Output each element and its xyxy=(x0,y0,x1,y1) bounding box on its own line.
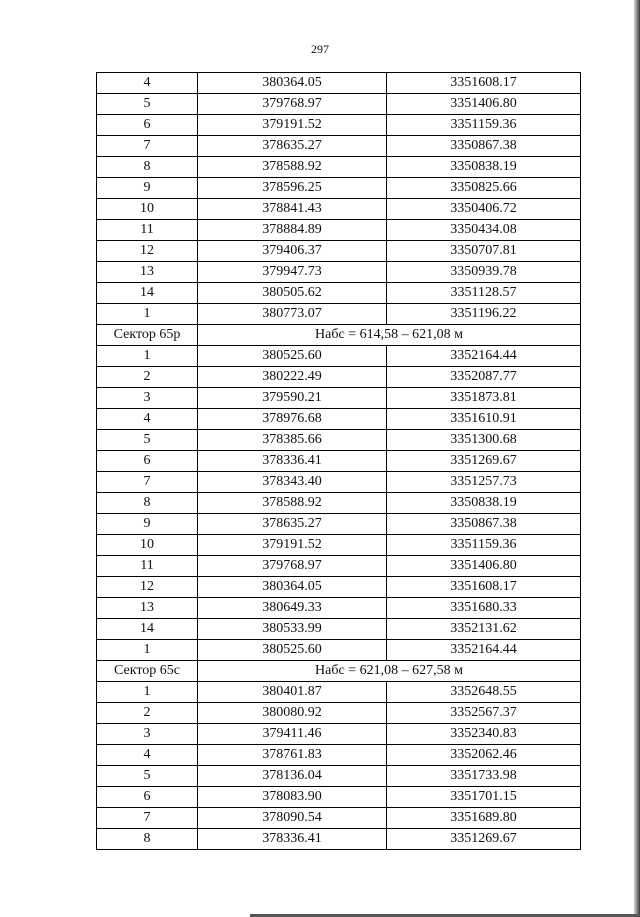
table-row xyxy=(97,262,581,283)
x-coordinate-cell: 378336.41 xyxy=(198,451,387,472)
point-number-cell: 1 xyxy=(97,640,198,661)
x-coordinate-cell: 378083.90 xyxy=(198,787,387,808)
x-coordinate-cell: 379947.73 xyxy=(198,262,387,283)
y-coordinate-cell: 3351159.36 xyxy=(387,535,581,556)
table-row xyxy=(97,619,581,640)
x-coordinate-cell: 380364.05 xyxy=(198,73,387,94)
sector-name: Сектор 65с xyxy=(97,661,198,682)
table-row xyxy=(97,472,581,493)
y-coordinate-cell: 3352340.83 xyxy=(387,724,581,745)
sector-height-range: Набс = 621,08 – 627,58 м xyxy=(198,661,581,682)
point-number-cell: 6 xyxy=(97,451,198,472)
table-row xyxy=(97,808,581,829)
y-coordinate-cell: 3350707.81 xyxy=(387,241,581,262)
y-coordinate-cell: 3350825.66 xyxy=(387,178,581,199)
point-number-cell: 5 xyxy=(97,94,198,115)
point-number-cell: 13 xyxy=(97,262,198,283)
y-coordinate-cell: 3351196.22 xyxy=(387,304,581,325)
table-row xyxy=(97,451,581,472)
x-coordinate-cell: 380401.87 xyxy=(198,682,387,703)
y-coordinate-cell: 3351608.17 xyxy=(387,73,581,94)
x-coordinate-cell: 379768.97 xyxy=(198,556,387,577)
coordinates-table xyxy=(96,72,581,850)
table-row xyxy=(97,283,581,304)
table-row xyxy=(97,241,581,262)
table-row xyxy=(97,745,581,766)
point-number-cell: 2 xyxy=(97,367,198,388)
y-coordinate-cell: 3351689.80 xyxy=(387,808,581,829)
point-number-cell: 10 xyxy=(97,199,198,220)
x-coordinate-cell: 379768.97 xyxy=(198,94,387,115)
table-row xyxy=(97,787,581,808)
scan-edge-right xyxy=(634,0,640,917)
x-coordinate-cell: 378588.92 xyxy=(198,157,387,178)
x-coordinate-cell: 380649.33 xyxy=(198,598,387,619)
y-coordinate-cell: 3350867.38 xyxy=(387,514,581,535)
y-coordinate-cell: 3351300.68 xyxy=(387,430,581,451)
y-coordinate-cell: 3351159.36 xyxy=(387,115,581,136)
x-coordinate-cell: 380773.07 xyxy=(198,304,387,325)
table-row xyxy=(97,94,581,115)
table-row xyxy=(97,346,581,367)
x-coordinate-cell: 379590.21 xyxy=(198,388,387,409)
table-row xyxy=(97,136,581,157)
y-coordinate-cell: 3352164.44 xyxy=(387,640,581,661)
table-row xyxy=(97,724,581,745)
y-coordinate-cell: 3352062.46 xyxy=(387,745,581,766)
table-row xyxy=(97,178,581,199)
y-coordinate-cell: 3351608.17 xyxy=(387,577,581,598)
x-coordinate-cell: 378884.89 xyxy=(198,220,387,241)
y-coordinate-cell: 3350406.72 xyxy=(387,199,581,220)
y-coordinate-cell: 3352087.77 xyxy=(387,367,581,388)
table-row xyxy=(97,367,581,388)
y-coordinate-cell: 3351269.67 xyxy=(387,451,581,472)
point-number-cell: 7 xyxy=(97,136,198,157)
point-number-cell: 11 xyxy=(97,556,198,577)
x-coordinate-cell: 378343.40 xyxy=(198,472,387,493)
point-number-cell: 4 xyxy=(97,745,198,766)
x-coordinate-cell: 378761.83 xyxy=(198,745,387,766)
table-row xyxy=(97,556,581,577)
x-coordinate-cell: 380222.49 xyxy=(198,367,387,388)
point-number-cell: 4 xyxy=(97,409,198,430)
table-row xyxy=(97,598,581,619)
x-coordinate-cell: 378635.27 xyxy=(198,136,387,157)
table-row xyxy=(97,535,581,556)
y-coordinate-cell: 3350434.08 xyxy=(387,220,581,241)
x-coordinate-cell: 378596.25 xyxy=(198,178,387,199)
x-coordinate-cell: 378841.43 xyxy=(198,199,387,220)
table-row xyxy=(97,73,581,94)
table-row xyxy=(97,304,581,325)
point-number-cell: 1 xyxy=(97,682,198,703)
table-row xyxy=(97,577,581,598)
coordinates-table-body xyxy=(97,73,581,850)
point-number-cell: 4 xyxy=(97,73,198,94)
y-coordinate-cell: 3351128.57 xyxy=(387,283,581,304)
y-coordinate-cell: 3350838.19 xyxy=(387,157,581,178)
y-coordinate-cell: 3351269.67 xyxy=(387,829,581,850)
x-coordinate-cell: 378635.27 xyxy=(198,514,387,535)
page-number: 297 xyxy=(311,42,329,56)
point-number-cell: 8 xyxy=(97,493,198,514)
point-number-cell: 10 xyxy=(97,535,198,556)
x-coordinate-cell: 379191.52 xyxy=(198,115,387,136)
x-coordinate-cell: 380525.60 xyxy=(198,346,387,367)
sector-header-row xyxy=(97,661,581,682)
y-coordinate-cell: 3350867.38 xyxy=(387,136,581,157)
y-coordinate-cell: 3351406.80 xyxy=(387,94,581,115)
point-number-cell: 3 xyxy=(97,724,198,745)
point-number-cell: 11 xyxy=(97,220,198,241)
x-coordinate-cell: 378090.54 xyxy=(198,808,387,829)
table-row xyxy=(97,766,581,787)
point-number-cell: 6 xyxy=(97,115,198,136)
x-coordinate-cell: 378976.68 xyxy=(198,409,387,430)
x-coordinate-cell: 378336.41 xyxy=(198,829,387,850)
table-row xyxy=(97,409,581,430)
y-coordinate-cell: 3351733.98 xyxy=(387,766,581,787)
x-coordinate-cell: 379411.46 xyxy=(198,724,387,745)
table-row xyxy=(97,703,581,724)
point-number-cell: 5 xyxy=(97,766,198,787)
table-row xyxy=(97,640,581,661)
point-number-cell: 8 xyxy=(97,829,198,850)
point-number-cell: 14 xyxy=(97,619,198,640)
y-coordinate-cell: 3351257.73 xyxy=(387,472,581,493)
table-row xyxy=(97,829,581,850)
y-coordinate-cell: 3352131.62 xyxy=(387,619,581,640)
point-number-cell: 3 xyxy=(97,388,198,409)
y-coordinate-cell: 3350838.19 xyxy=(387,493,581,514)
table-row xyxy=(97,430,581,451)
sector-header-row xyxy=(97,325,581,346)
table-row xyxy=(97,199,581,220)
y-coordinate-cell: 3352164.44 xyxy=(387,346,581,367)
point-number-cell: 1 xyxy=(97,304,198,325)
x-coordinate-cell: 380525.60 xyxy=(198,640,387,661)
point-number-cell: 9 xyxy=(97,514,198,535)
y-coordinate-cell: 3351610.91 xyxy=(387,409,581,430)
y-coordinate-cell: 3352648.55 xyxy=(387,682,581,703)
y-coordinate-cell: 3350939.78 xyxy=(387,262,581,283)
point-number-cell: 12 xyxy=(97,241,198,262)
x-coordinate-cell: 378385.66 xyxy=(198,430,387,451)
table-row xyxy=(97,220,581,241)
table-row xyxy=(97,157,581,178)
point-number-cell: 13 xyxy=(97,598,198,619)
y-coordinate-cell: 3351406.80 xyxy=(387,556,581,577)
table-row xyxy=(97,115,581,136)
point-number-cell: 5 xyxy=(97,430,198,451)
x-coordinate-cell: 379191.52 xyxy=(198,535,387,556)
point-number-cell: 12 xyxy=(97,577,198,598)
y-coordinate-cell: 3351680.33 xyxy=(387,598,581,619)
x-coordinate-cell: 380364.05 xyxy=(198,577,387,598)
table-row xyxy=(97,493,581,514)
point-number-cell: 14 xyxy=(97,283,198,304)
x-coordinate-cell: 380533.99 xyxy=(198,619,387,640)
y-coordinate-cell: 3351701.15 xyxy=(387,787,581,808)
x-coordinate-cell: 378136.04 xyxy=(198,766,387,787)
table-row xyxy=(97,514,581,535)
y-coordinate-cell: 3351873.81 xyxy=(387,388,581,409)
x-coordinate-cell: 379406.37 xyxy=(198,241,387,262)
point-number-cell: 7 xyxy=(97,472,198,493)
table-row xyxy=(97,388,581,409)
point-number-cell: 9 xyxy=(97,178,198,199)
sector-name: Сектор 65р xyxy=(97,325,198,346)
point-number-cell: 8 xyxy=(97,157,198,178)
sector-height-range: Набс = 614,58 – 621,08 м xyxy=(198,325,581,346)
table-row xyxy=(97,682,581,703)
x-coordinate-cell: 378588.92 xyxy=(198,493,387,514)
y-coordinate-cell: 3352567.37 xyxy=(387,703,581,724)
x-coordinate-cell: 380505.62 xyxy=(198,283,387,304)
point-number-cell: 2 xyxy=(97,703,198,724)
x-coordinate-cell: 380080.92 xyxy=(198,703,387,724)
point-number-cell: 1 xyxy=(97,346,198,367)
point-number-cell: 7 xyxy=(97,808,198,829)
point-number-cell: 6 xyxy=(97,787,198,808)
